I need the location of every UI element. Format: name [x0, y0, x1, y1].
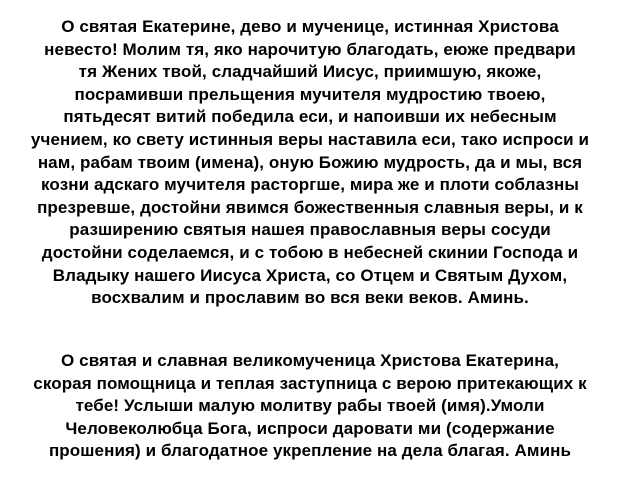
prayer-line: нам, рабам твоим (имена), оную Божию мудрость, да и мы, вся — [37, 152, 583, 172]
prayer-line: О святая Екатерине, дево и мученице, истинная Христова — [61, 17, 559, 36]
prayer-paragraph-1 — [0, 16, 620, 310]
prayer-line: Владыку нашего Иисуса Христа, со Отцем и Святым Духом, — [52, 265, 568, 285]
prayer-line: тя Жених твой, сладчайший Иисус, приимшую, якоже, — [78, 62, 542, 82]
prayer-line: посрамивши прельщения мучителя мудростию твоею, — [74, 84, 546, 104]
prayer-line: учением, ко свету истинныя веры наставила еси, тако испроси и — [30, 129, 590, 149]
prayer-line: невесто! Молим тя, яко нарочитую благодать, еюже предвари — [44, 39, 576, 59]
prayer-line: разширению святыя нашея православныя веры сосуди — [69, 220, 551, 240]
prayer-line: тебе! Услыши малую молитву рабы твоей (имя).Умоли — [75, 396, 545, 416]
prayer-paragraph-2 — [0, 350, 620, 463]
prayer-line: скорая помощница и теплая заступница с верою притекающих к — [33, 373, 587, 393]
prayer-line: достойни соделаемся, и с тобою в небесней скинии Господа и — [41, 242, 579, 262]
prayer-line: презревше, достойни явимся божественныя славныя веры, и к — [37, 197, 583, 217]
prayer-line: пятьдесят витий победила еси, и напоивши их небесным — [63, 107, 557, 127]
prayer-line: козни адскаго мучителя расторгше, мира же и плоти соблазны — [41, 175, 579, 195]
prayer-line: Человеколюбца Бога, испроси даровати ми (содержание — [65, 418, 555, 438]
prayer-line: О святая и славная великомученица Христова Екатерина, — [61, 351, 559, 370]
prayer-line: восхвалим и прославим во вся веки веков. Аминь. — [91, 288, 529, 308]
prayer-line: прошения) и благодатное укрепление на дела благая. Аминь — [48, 441, 572, 461]
